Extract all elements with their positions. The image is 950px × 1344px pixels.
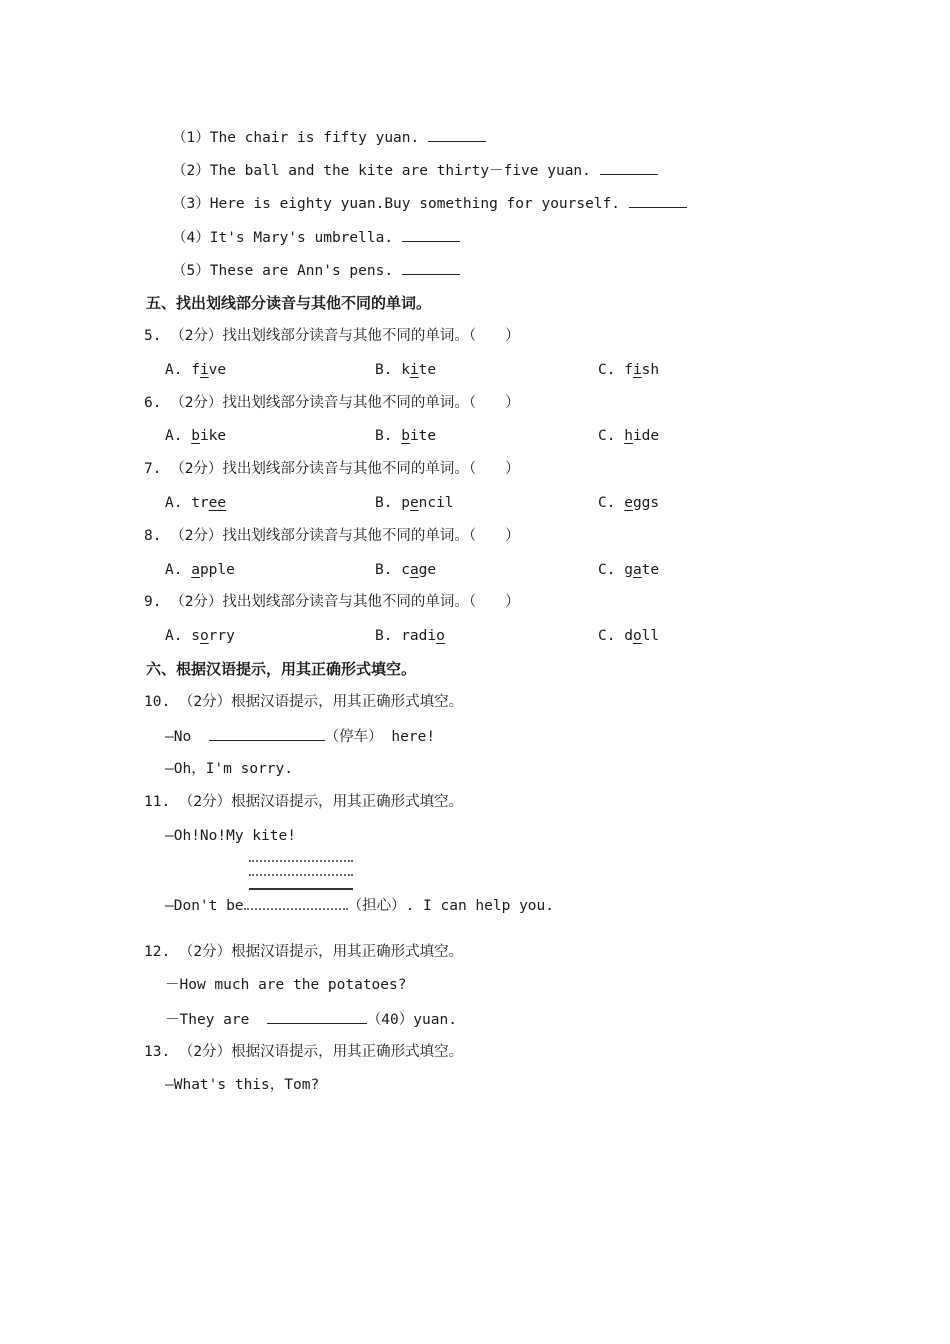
question-7-stem: 7. （2分）找出划线部分读音与其他不同的单词。（ ）: [144, 461, 520, 477]
question-11-stem: 11. （2分）根据汉语提示，用其正确形式填空。: [144, 794, 464, 810]
q12-line-2: －They are （40）yuan.: [165, 1009, 457, 1030]
answer-blank[interactable]: [244, 898, 348, 910]
q8-option-c[interactable]: C. gate: [598, 562, 660, 578]
q5-option-c[interactable]: C. fish: [598, 362, 660, 378]
question-9-stem: 9. （2分）找出划线部分读音与其他不同的单词。（ ）: [144, 594, 520, 610]
section5-heading: 五、找出划线部分读音与其他不同的单词。: [146, 294, 432, 312]
q10-line-2: —Oh，I'm sorry.: [165, 761, 293, 777]
section6-heading: 六、根据汉语提示，用其正确形式填空。: [146, 660, 417, 678]
answer-lines-scribble: [249, 874, 353, 876]
answer-blank[interactable]: [428, 127, 486, 142]
answer-blank[interactable]: [629, 193, 687, 208]
q11-line-1: —Oh!No!My kite!: [165, 828, 296, 844]
q6-option-c[interactable]: C. hide: [598, 428, 660, 444]
question-10-stem: 10. （2分）根据汉语提示，用其正确形式填空。: [144, 694, 464, 710]
q9-option-c[interactable]: C. doll: [598, 628, 660, 644]
q6-option-a[interactable]: A. bike: [165, 428, 227, 444]
q7-option-a[interactable]: A. tree: [165, 495, 227, 511]
answer-blank[interactable]: [209, 726, 325, 741]
q5-option-b[interactable]: B. kite: [375, 362, 437, 378]
q7-option-c[interactable]: C. eggs: [598, 495, 660, 511]
answer-blank[interactable]: [402, 227, 460, 242]
part4-item-4: （4）It's Mary's umbrella.: [172, 227, 460, 248]
q7-option-b[interactable]: B. pencil: [375, 495, 454, 511]
q5-option-a[interactable]: A. five: [165, 362, 227, 378]
q9-option-b[interactable]: B. radio: [375, 628, 445, 644]
q8-option-a[interactable]: A. apple: [165, 562, 235, 578]
part4-item-5: （5）These are Ann's pens.: [172, 260, 460, 281]
q8-option-b[interactable]: B. cage: [375, 562, 437, 578]
q12-line-1: －How much are the potatoes?: [165, 977, 407, 993]
answer-blank[interactable]: [600, 160, 658, 175]
q13-line-1: —What's this，Tom?: [165, 1077, 320, 1093]
part4-item-2: （2）The ball and the kite are thirty－five yuan.: [172, 160, 658, 181]
question-5-stem: 5. （2分）找出划线部分读音与其他不同的单词。（ ）: [144, 328, 520, 344]
question-12-stem: 12. （2分）根据汉语提示，用其正确形式填空。: [144, 944, 464, 960]
q11-line-2: —Don't be （担心）. I can help you.: [165, 898, 554, 914]
answer-lines-scribble: [249, 860, 353, 862]
part4-item-1: （1）The chair is fifty yuan.: [172, 127, 486, 148]
q9-option-a[interactable]: A. sorry: [165, 628, 235, 644]
part4-item-3: （3）Here is eighty yuan.Buy something for yourself.: [172, 193, 687, 214]
q10-line-1: —No （停车） here!: [165, 726, 435, 747]
question-8-stem: 8. （2分）找出划线部分读音与其他不同的单词。（ ）: [144, 528, 520, 544]
answer-blank[interactable]: [267, 1009, 367, 1024]
answer-blank[interactable]: [402, 260, 460, 275]
answer-lines-scribble: [249, 888, 353, 890]
q6-option-b[interactable]: B. bite: [375, 428, 437, 444]
question-13-stem: 13. （2分）根据汉语提示，用其正确形式填空。: [144, 1044, 464, 1060]
question-6-stem: 6. （2分）找出划线部分读音与其他不同的单词。（ ）: [144, 395, 520, 411]
